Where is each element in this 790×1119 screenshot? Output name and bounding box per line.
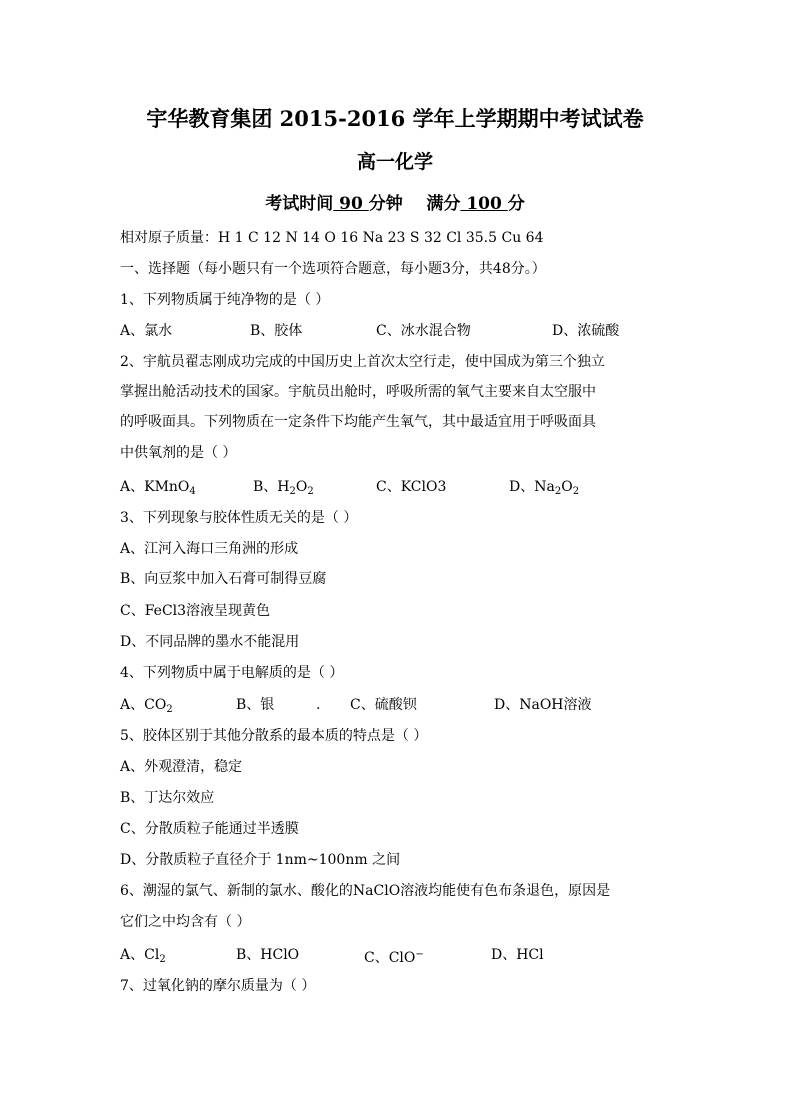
section-one-heading: 一、选择题（每小题只有一个选项符合题意，每小题3分，共48分。） [120, 261, 546, 277]
q2-d-sub1: 2 [554, 486, 562, 497]
exam-title: 宇华教育集团 2015-2016 学年上学期期中考试试卷 [146, 106, 644, 131]
q2-b-mid: O [295, 479, 308, 495]
question-5-option-a: A、外观澄清，稳定 [120, 759, 243, 775]
question-2-option-c: C、KClO3 [376, 479, 447, 495]
question-3-option-a: A、江河入海口三角洲的形成 [120, 541, 299, 557]
score-label: 满分 [426, 194, 461, 214]
question-7-stem: 7、过氧化钠的摩尔质量为（ ） [120, 978, 316, 994]
question-3-stem: 3、下列现象与胶体性质无关的是（ ） [120, 510, 358, 526]
exam-subject: 高一化学 [356, 151, 433, 173]
time-label: 考试时间 [265, 194, 334, 214]
q2-a-text: A、KMnO [120, 479, 190, 495]
question-2-option-d [509, 477, 579, 502]
question-4-stray-dot: . [316, 697, 321, 713]
question-1-option-c: C、冰水混合物 [376, 323, 471, 339]
question-6-line-1: 6、潮湿的氯气、新制的氯水、酸化的NaClO溶液均能使有色布条退色，原因是 [120, 883, 611, 899]
question-2-line-3: 的呼吸面具。下列物质在一定条件下均能产生氧气，其中最适宜用于呼吸面具 [120, 414, 596, 430]
question-6-option-c [364, 945, 424, 968]
q4-a-sub: 2 [166, 704, 173, 715]
q2-b-sub2: 2 [307, 486, 314, 497]
question-1-option-a: A、氯水 [120, 323, 173, 339]
question-1-option-d: D、浓硫酸 [552, 323, 620, 339]
q4-a-text: A、CO [120, 697, 167, 713]
time-unit: 分钟 [368, 194, 403, 214]
question-5-option-b: B、丁达尔效应 [120, 790, 215, 806]
q2-d-sub2: 2 [572, 486, 580, 497]
question-5-option-d: D、分散质粒子直径介于 1nm~100nm 之间 [120, 852, 401, 868]
question-1-option-b: B、胶体 [250, 323, 303, 339]
question-2-line-1: 2、宇航员翟志刚成功完成的中国历史上首次太空行走，使中国成为第三个独立 [120, 354, 605, 370]
question-4-option-b: B、银 [236, 697, 275, 713]
question-1-stem: 1、下列物质属于纯净物的是（ ） [120, 292, 330, 308]
question-5-option-c: C、分散质粒子能通过半透膜 [120, 821, 299, 837]
q6-c-text: C、ClO [364, 950, 416, 966]
question-2-line-2: 掌握出舱活动技术的国家。宇航员出舱时，呼吸所需的氧气主要来自太空服中 [120, 384, 596, 400]
question-4-option-d: D、NaOH溶液 [494, 697, 592, 713]
q2-d-mid: O [561, 479, 573, 495]
question-2-line-4: 中供氧剂的是（ ） [120, 445, 237, 461]
atomic-mass-line: 相对原子质量：H 1 C 12 N 14 O 16 Na 23 S 32 Cl 35.5 Cu 64 [120, 230, 544, 246]
question-3-option-d: D、不同品牌的墨水不能混用 [120, 634, 300, 650]
time-value: 90 [333, 194, 369, 214]
q2-d-text: D、Na [509, 479, 555, 495]
exam-time-score [0, 189, 790, 214]
question-3-option-c: C、FeCl3溶液呈现黄色 [120, 603, 271, 619]
q2-b-sub1: 2 [289, 486, 296, 497]
q6-a-sub: 2 [159, 954, 166, 965]
question-4-option-c: C、硫酸钡 [350, 697, 417, 713]
question-4-option-a [120, 695, 173, 720]
q6-a-text: A、Cl [120, 947, 160, 963]
q2-b-text: B、H [253, 479, 290, 495]
question-6-option-a [120, 945, 166, 970]
score-value: 100 [460, 194, 508, 214]
question-6-line-2: 它们之中均含有（ ） [120, 914, 251, 930]
score-unit: 分 [507, 194, 525, 214]
question-5-stem: 5、胶体区别于其他分散系的最本质的特点是（ ） [120, 728, 428, 744]
question-2-option-a [120, 477, 196, 502]
question-6-option-d: D、HCl [491, 947, 544, 963]
q2-a-sub: 4 [189, 486, 196, 497]
question-6-option-b: B、HClO [236, 947, 300, 963]
question-3-option-b: B、向豆浆中加入石膏可制得豆腐 [120, 571, 327, 587]
question-2-option-b [253, 477, 314, 502]
question-4-stem: 4、下列物质中属于电解质的是（ ） [120, 665, 344, 681]
q6-c-sup: − [415, 949, 424, 960]
